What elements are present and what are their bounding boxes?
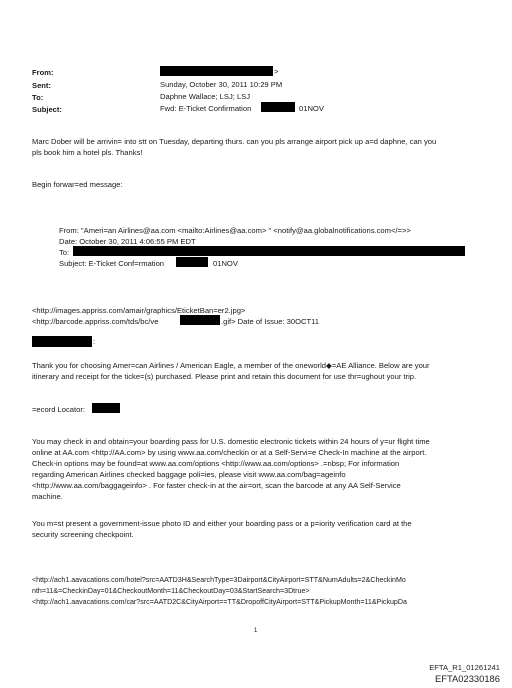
redaction-from [160,66,273,76]
redaction-fwd-to [73,246,465,256]
barcode-url-prefix: <http://barcode.appriss.com/tds/bc/ve [32,317,159,326]
fwd-subject-suffix: 01NOV [213,259,238,268]
from-label: From: [32,68,54,77]
hotel-url-line-2: nth=11&=CheckinDay=01&CheckoutMonth=11&CheckoutDay=03&StartSearch=3Dtrue> [32,587,310,595]
begin-forwarded: Begin forwar=ed message: [32,180,123,189]
intro-line-2: pls book him a hotel pls. Thanks! [32,148,143,157]
subject-value-prefix: Fwd: E-Ticket Confirmation [160,104,252,113]
sent-label: Sent: [32,81,51,90]
efta-ref-1: EFTA_R1_01261241 [429,663,500,672]
thanks-line-2: itinerary and receipt for the ticke=(s) purchased. Please print and retain this document for use thr=ughout your trip. [32,372,417,381]
redaction-subject [261,102,295,112]
efta-ref-2: EFTA02330186 [435,673,500,684]
image-url-line: <http://images.appriss.com/amair/graphics/EticketBan=er2.jpg> [32,306,246,315]
barcode-url-suffix: .gif> Date of Issue: 30OCT11 [221,317,319,326]
hotel-url-line-1: <http://ach1.aavacations.com/hotel?src=AATD3H&SearchType=3Dairport&CityAirport=STT&NumAdults=2&CheckinMo [32,576,406,584]
checkin-line-6: machine. [32,492,63,501]
redaction-record-locator [92,403,120,413]
redaction-barcode [180,315,220,325]
fwd-date-line: Date: October 30, 2011 4:06:55 PM EDT [59,237,196,246]
record-locator-label: =ecord Locator: [32,405,85,414]
checkin-line-4: regarding American Airlines checked baggage poli=ies, please visit www.aa.com/bag=ageinfo [32,470,346,479]
subject-label: Subject: [32,105,62,114]
redaction-fwd-subject [176,257,208,267]
fwd-from-line: From: "Ameri=an Airlines@aa.com <mailto:Airlines@aa.com> " <notify@aa.globalnotifications.com</=>> [59,226,411,235]
checkin-line-2: online at AA.com <http://AA.com> by using www.aa.com/checkin or at a Self-Servi=e Check-In machine at the airport. [32,448,427,457]
thanks-line-1: Thank you for choosing Amer=can Airlines / American Eagle, a member of the oneworld◆=AE Alliance. Below are your [32,361,430,370]
id-line-2: security screening checkpoint. [32,530,134,539]
fwd-subject-prefix: Subject: E-Ticket Conf=rmation [59,259,165,268]
name-colon: : [93,337,96,346]
intro-line-1: Marc Dober will be arrivin= into stt on Tuesday, departing thurs. can you pls arrange airport pick up a=d daphne, can you [32,137,437,146]
subject-value-suffix: 01NOV [299,104,324,113]
from-value-suffix: > [274,67,279,76]
to-label: To: [32,93,44,102]
redaction-passenger-name [32,336,92,347]
checkin-line-3: Check-in options may be found=at www.aa.com/options <http://www.aa.com/options> .=nbsp; For information [32,459,400,468]
checkin-line-1: You may check in and obtain=your boarding pass for U.S. domestic electronic tickets within 24 hours of y=ur flight time [32,437,430,446]
to-value: Daphne Wallace; LSJ; LSJ [160,92,251,101]
sent-value: Sunday, October 30, 2011 10:29 PM [160,80,283,89]
fwd-to-label: To: [59,248,70,257]
checkin-line-5: <http://www.aa.com/baggageinfo> . For faster check-in at the air=ort, scan the barcode at any AA Self-Service [32,481,401,490]
page-number: 1 [254,628,258,634]
car-url-line: <http://ach1.aavacations.com/car?src=AATD2C&CityAirport==TT&DropoffCityAirport=STT&PickupMonth=11&PickupDa [32,598,407,606]
id-line-1: You m=st present a government-issue photo ID and either your boarding pass or a p=iority verification card at the [32,519,412,528]
